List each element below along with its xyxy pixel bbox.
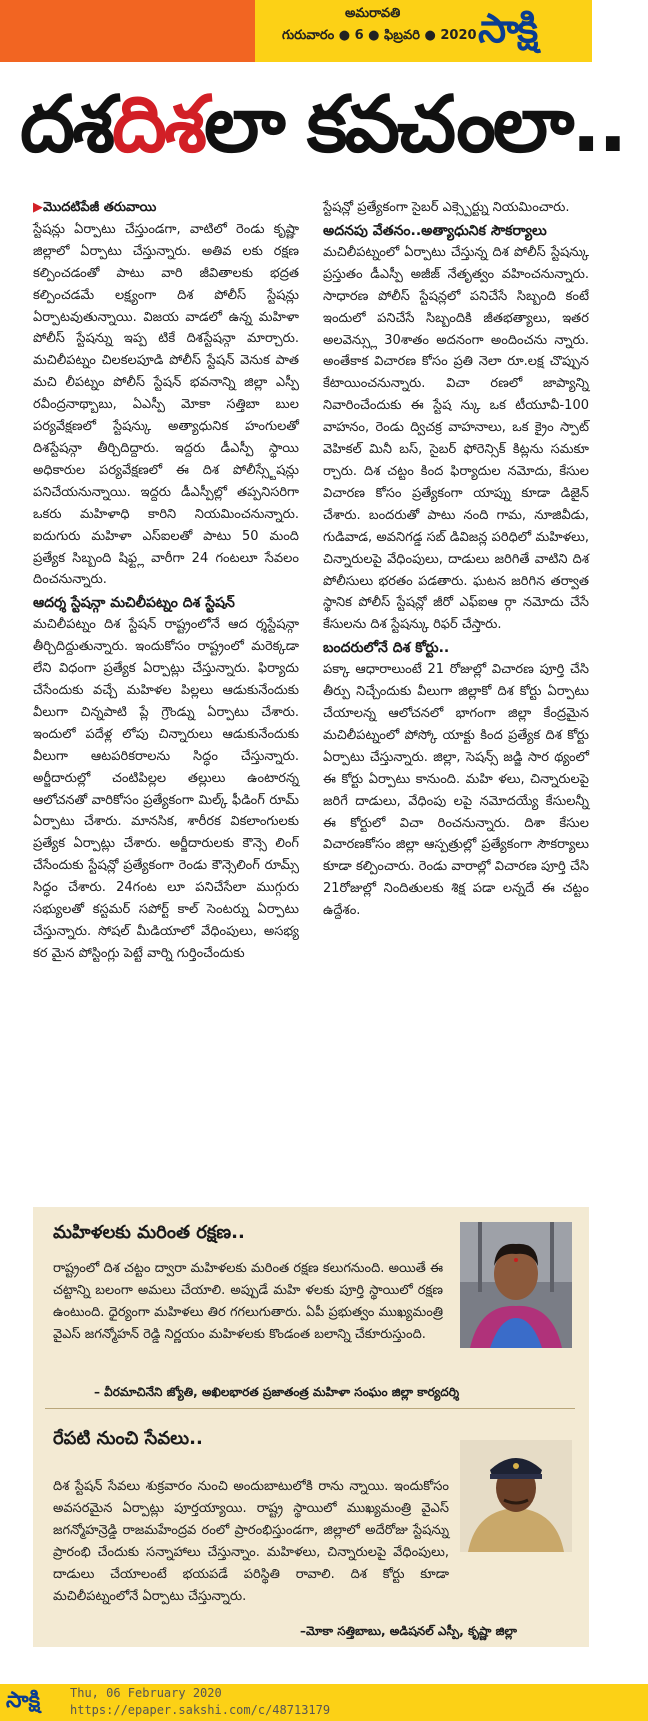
box1-text: రాష్ట్రంలో దిశ చట్టం ద్వారా మహిళలకు మరింత రక్షణ కలుగనుంది. అయితే ఈ చట్టాన్ని బలంగా అమలు చేయాలి. అప్పుడే మహి ళలకు పూర్తి స్థాయిలో రక్షణ ఉంటుంది. ధైర్యంగా మహిళలు తిర గగలుగుతారు. ఏపీ ప్రభుత్వం ముఖ్యమంత్రి వైఎస్ జగన్మోహన్ రెడ్డి నిర్ణయం మహిళలకు కొండంత బలాన్ని చేకూరుస్తుంది. (53, 1261, 443, 1342)
edition-date: గురువారం ● 6 ● ఫిబ్రవరి ● 2020 (282, 28, 477, 43)
masthead (0, 0, 592, 64)
paragraph: స్టేషన్లు ఏర్పాటు చేస్తుండగా, వాటిలో రెండు కృష్ణా జిల్లాలో ఏర్పాటు చేస్తున్నారు. అతివ లకు రక్షణ కల్పించడంతో పాటు వారి జీవితాలకు భద్రత కల్పించడమే లక్ష్యంగా దిశ పోలీస్ స్టేషన్లు ఏర్పాటవుతున్నాయి. విజయ వాడలో ఉన్న మహిళా పోలీస్ స్టేషన్ను ఇప్ప టికే దిశస్టేషన్గా మార్చారు. మచిలీపట్నం చిలకలపూడి పోలీస్ స్టేషన్ వెనుక పాత మచి లీపట్నం పోలీస్ స్టేషన్ భవనాన్ని జిల్లా ఎస్పీ రవీంద్రనాథ్బాబు, ఏఎస్పీ మోకా సత్తిబా బుల పర్యవేక్షణలో స్టేషన్కు అత్యాధునిక హంగులతో దిశస్టేషన్గా తీర్చిదిద్దారు. ఇద్దరు డీఎస్పీ స్థాయి అధికారుల పర్యవేక్షణలో ఈ దిశ పోలీస్స్టేషన్లు పనిచేయనున్నాయి. ఇద్దరు డీఎస్పీల్లో తప్పనిసరిగా ఒకరు మహిళాధి కారిని నియమించనున్నారు. ఐదుగురు మహిళా ఎస్ఐలతో పాటు 50 మంది ప్రత్యేక సిబ్బంది షిఫ్ట్ల వారీగా 24 గంటలూ సేవలం దించనున్నారు. (33, 221, 299, 588)
footer-url[interactable]: https://epaper.sakshi.com/c/48713179 (70, 1703, 331, 1717)
continuation-label (33, 197, 299, 219)
headline (20, 70, 625, 185)
arrow-right-icon: ▶ (33, 200, 43, 215)
box-divider (45, 1408, 575, 1409)
subheading: బందరులోనే దిశ కోర్టు.. (323, 640, 450, 657)
masthead-orange-band (0, 0, 255, 62)
paragraph: పక్కా ఆధారాలుంటే 21 రోజుల్లో విచారణ పూర్తి చేసి తీర్పు నిచ్చేందుకు వీలుగా జిల్లాకో దిశ కోర్టు ఏర్పాటు చేయాలన్న ఆలోచనలో భాగంగా జిల్లా కేంద్రమైన మచిలీపట్నంలో పోస్కో యాక్టు కింద ప్రత్యేక దిశ కోర్టు ఏర్పాటు చేస్తున్నారు. జిల్లా, సెషన్స్ జడ్జి సార థ్యంలో ఈ కోర్టు ఏర్పాటు కానుంది. మహి ళలు, చిన్నారులపై జరిగే దాడులు, వేధింపు లపై నమోదయ్యే కేసులన్నీ ఈ కోర్టులో విచా రించనున్నారు. దిశా కేసుల విచారణకోసం జిల్లా ఆస్పత్రుల్లో ప్రత్యేకంగా సౌకర్యాలు కూడా కల్పించారు. రెండు వారాల్లో విచారణ పూర్తి చేసి 21రోజుల్లో నిందితులకు శిక్ష పడా లన్నదే ఈ చట్టం ఉద్దేశం. (323, 662, 589, 919)
headline-part-2: దిశ (111, 80, 204, 170)
box1-title: మహిళలకు మరింత రక్షణ.. (53, 1222, 245, 1243)
headline-part-3: లా కవచంలా.. (203, 80, 625, 170)
box2-byline: –మోకా సత్తిబాబు, అడిషనల్ ఎస్పీ, కృష్ణా జిల్లా (300, 1624, 517, 1638)
paragraph: మచిలీపట్నంలో ఏర్పాటు చేస్తున్న దిశ పోలీస్ స్టేషన్కు ప్రస్తుతం డీఎస్పీ అజీజ్ నేతృత్వం వహించనున్నారు. సాధారణ పోలీస్ స్టేషన్లలో పనిచేసే సిబ్బంది కంటే ఇందులో పనిచేసే సిబ్బందికి జీతభత్యాలు, ఇతర అలవెన్స్లు 30శాతం అదనంగా అందించను న్నారు. అంతేకాక విచారణ కోసం ప్రతి నెలా రూ.లక్ష చొప్పున కేటాయించనున్నారు. విచా రణలో జాప్యాన్ని నివారించేందుకు ఈ స్టేష న్కు ఒక టీయూవీ-100 వాహనం, రెండు ద్విచక్ర వాహనాలు, ఒక క్రైం స్పాట్ వెహికల్ మినీ బస్, సైబర్ ఫోరెన్సిక్ కిట్లను సమకూ ర్చారు. దిశ చట్టం కింద ఫిర్యాదుల నమోదు, కేసుల విచారణ కోసం ప్రత్యేకంగా యాప్ను కూడా డిజైన్ చేశారు. బందరుతో పాటు నంది గామ, నూజివీడు, గుడివాడ, అవనిగడ్డ సబ్ డివిజన్ల పరిధిలో మహిళలు, చిన్నారులపై వేధింపులు, దాడులు జరిగితే వాటిని దిశ పోలీసులు భరతం పడతారు. ఘటన జరిగిన తర్వాత స్థానిక పోలీస్ స్టేషన్లో జీరో ఎఫ్ఐఆ ర్గా నమోదు చేసే కేసులను దిశ స్టేషన్కు రిఫర్ చేస్తారు. (323, 244, 589, 633)
article-column-2 (323, 197, 589, 922)
continuation-text: మొదటిపేజీ తరువాయి (43, 200, 157, 215)
edition-city: అమరావతి (345, 6, 401, 21)
sakshi-logo: సాక్షి (478, 6, 537, 52)
headline-part-1: దశ (20, 80, 112, 170)
footer-date: Thu, 06 February 2020 (70, 1686, 222, 1700)
article-column-1 (33, 197, 299, 965)
box2-title: రేపటి నుంచి సేవలు.. (53, 1428, 203, 1449)
paragraph: స్టేషన్లో ప్రత్యేకంగా సైబర్ ఎక్స్పెర్ట్ను నియమించారు. (323, 200, 570, 215)
footer-logo: సాక్షి (6, 1688, 41, 1713)
paragraph: మచిలీపట్నం దిశ స్టేషన్ రాష్ట్రంలోనే ఆద ర్శస్టేషన్గా తీర్చిదిద్దుతున్నారు. ఇందుకోసం రాష్ట్రంలో మరెక్కడా లేని విధంగా ప్రత్యేక ఏర్పాట్లు చేస్తున్నారు. ఫిర్యాదు చేసేందుకు వచ్చే మహిళల పిల్లలు ఆడుకునేందుకు వీలుగా చిన్నపాటి ప్లే గ్రౌండ్ను ఏర్పాటు చేశారు. ఇందులో పదేళ్ల లోపు చిన్నారులు ఆడుకునేందుకు వీలుగా ఆటపరికరాలను సిద్ధం చేస్తున్నారు. అర్జీదారుల్లో చంటిపిల్లల తల్లులు ఉంటారన్న ఆలోచనతో వారికోసం ప్రత్యేకంగా మిల్క్ ఫీడింగ్ రూమ్ ఏర్పాటు చేశారు. మానసిక, శారీరక వికలాంగులకు ప్రత్యేక ఏర్పాట్లు చేశారు. అర్జీదారులకు కౌన్సె లింగ్ చేసేందుకు స్టేషన్లో ప్రత్యేకంగా రెండు కౌన్సెలింగ్ రూమ్స్ సిద్ధం చేశారు. 24గంట లూ పనిచేసేలా ముగ్గురు సభ్యులతో కస్టమర్ సపోర్ట్ కాల్ సెంటర్ను ఏర్పాటు చేస్తున్నారు. సోషల్ మీడియాలో వేధింపులు, అసభ్య కర మైన పోస్టింగ్లు పెట్టే వార్ని గుర్తించేందుకు (33, 617, 299, 961)
officer-portrait-photo (460, 1440, 572, 1552)
woman-portrait-photo (460, 1222, 572, 1348)
subheading: ఆదర్శ స్టేషన్గా మచిలీపట్నం దిశ స్టేషన్ (33, 595, 235, 612)
subheading: అదనపు వేతనం..అత్యాధునిక సౌకర్యాలు (323, 222, 547, 239)
box2-text: దిశ స్టేషన్ సేవలు శుక్రవారం నుంచి అందుబాటులోకి రాను న్నాయి. ఇందుకోసం అవసరమైన ఏర్పాట్లు పూర్తయ్యాయి. రాష్ట్ర స్థాయిలో ముఖ్యమంత్రి వైఎస్ జగన్మోహన్రెడ్డి రాజమహేంద్రవ రంలో ప్రారంభిస్తుండగా, జిల్లాలో అదేరోజు స్టేషన్ను ప్రారంభి చేందుకు సన్నాహాలు చేస్తున్నాం. మహిళలు, చిన్నారులపై వేధింపులు, దాడులు చేయాలంటే భయపడే పరిస్థితి రావాలి. దిశ కోర్టు కూడా మచిలీపట్నంలోనే ఏర్పాటు చేస్తున్నారు. (53, 1479, 449, 1604)
box1-byline: – వీరమాచినేని జ్యోతి, అఖిలభారత ప్రజాతంత్ర మహిళా సంఘం జిల్లా కార్యదర్శి (94, 1385, 460, 1399)
